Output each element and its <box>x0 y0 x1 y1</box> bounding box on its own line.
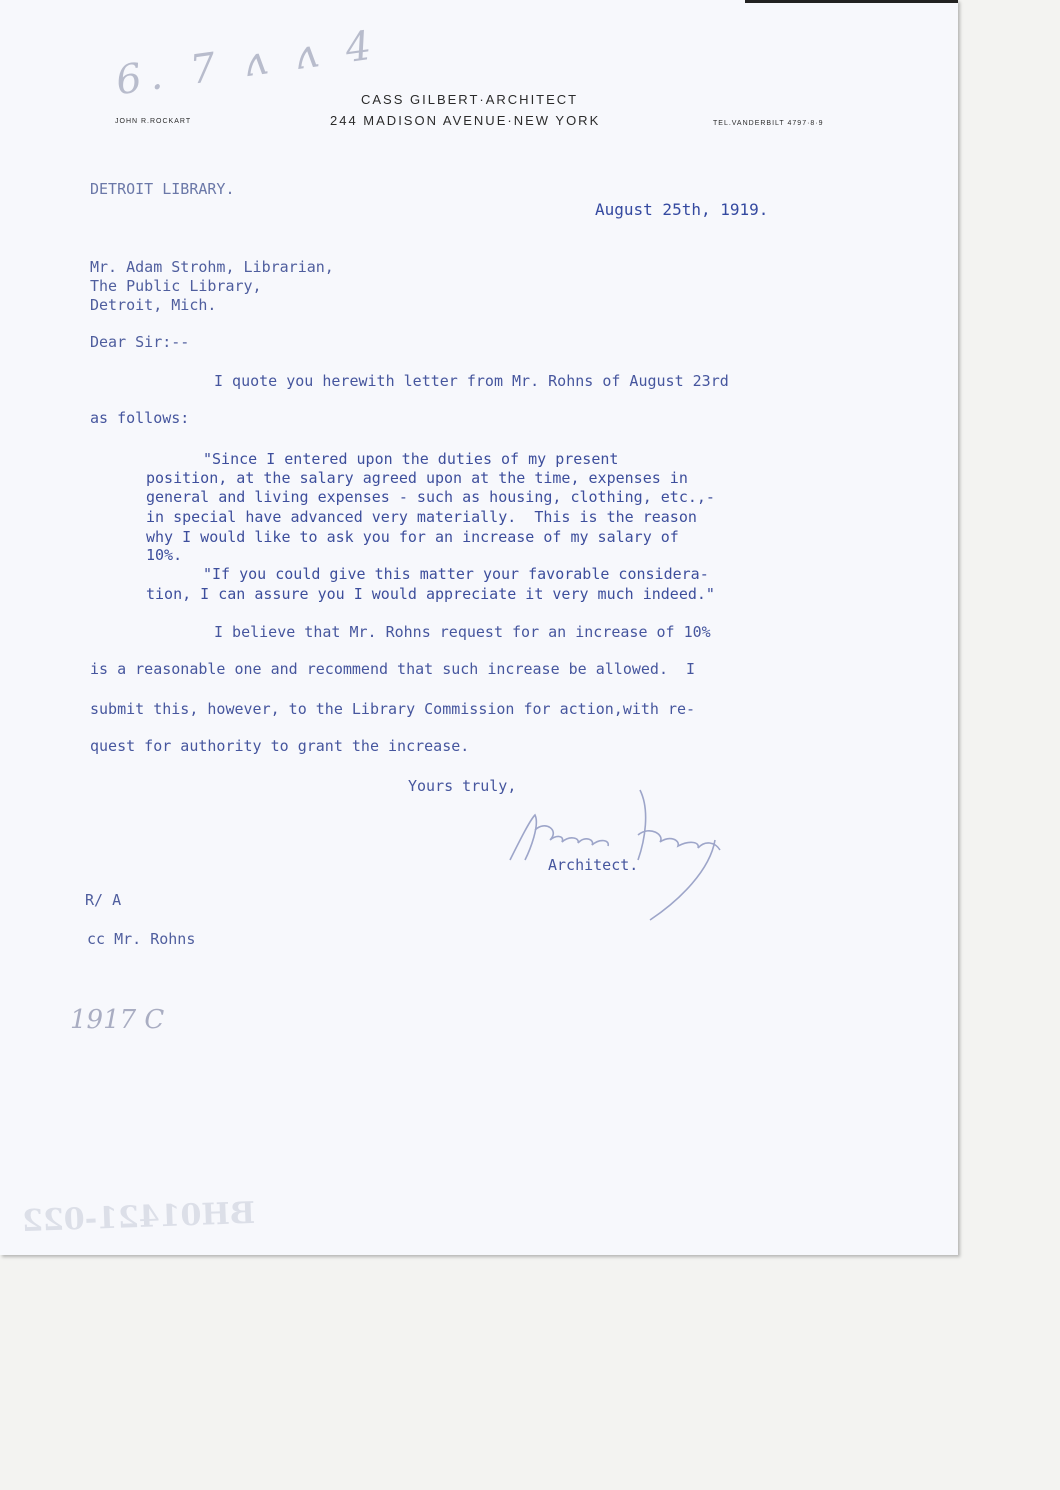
top-edge-line <box>745 0 958 3</box>
handwritten-signature <box>500 780 740 930</box>
letter-date: August 25th, 1919. <box>595 200 769 219</box>
quote-line-3: general and living expenses - such as housing, clothing, etc.,- <box>146 488 715 506</box>
quote-line-4: in special have advanced very materially. This is the reason <box>146 508 697 526</box>
letterhead-telephone: TEL.VANDERBILT 4797·8·9 <box>713 120 824 127</box>
cc-line: cc Mr. Rohns <box>87 930 196 948</box>
letterhead-address: 244 MADISON AVENUE·NEW YORK <box>330 113 601 128</box>
signature-title: Architect. <box>548 856 639 874</box>
body-line-2: is a reasonable one and recommend that such increase be allowed. I <box>90 660 696 678</box>
letterhead-firm: CASS GILBERT·ARCHITECT <box>361 92 579 107</box>
closing: Yours truly, <box>408 777 517 795</box>
salutation: Dear Sir:-- <box>90 333 190 351</box>
file-line: DETROIT LIBRARY. <box>90 180 235 198</box>
body-line-4: quest for authority to grant the increase. <box>90 737 470 755</box>
quote-line-7: "If you could give this matter your favorable considera- <box>203 565 709 583</box>
pencil-mark-1917: 1917 C <box>70 1005 165 1035</box>
intro-line-1: I quote you herewith letter from Mr. Rohns of August 23rd <box>214 372 729 390</box>
quote-line-1: "Since I entered upon the duties of my present <box>203 450 619 468</box>
mirror-stamp: BH01421-022 <box>21 1195 256 1240</box>
recipient-line-1: Mr. Adam Strohm, Librarian, <box>90 258 334 276</box>
quote-line-5: why I would like to ask you for an increase of my salary of <box>146 528 679 546</box>
initials: R/ A <box>85 891 122 909</box>
letterhead-left-name: JOHN R.ROCKART <box>115 118 192 125</box>
recipient-line-2: The Public Library, <box>90 277 262 295</box>
recipient-line-3: Detroit, Mich. <box>90 296 217 314</box>
quote-line-2: position, at the salary agreed upon at the time, expenses in <box>146 469 688 487</box>
body-line-1: I believe that Mr. Rohns request for an increase of 10% <box>214 623 711 641</box>
quote-line-8: tion, I can assure you I would appreciate it very much indeed." <box>146 585 715 603</box>
body-line-3: submit this, however, to the Library Commission for action,with re- <box>90 700 696 718</box>
pencil-mark-top: 6. 7 ʌ ʌ 4 <box>113 21 383 105</box>
intro-line-2: as follows: <box>90 409 190 427</box>
quote-line-6: 10%. <box>146 546 183 564</box>
